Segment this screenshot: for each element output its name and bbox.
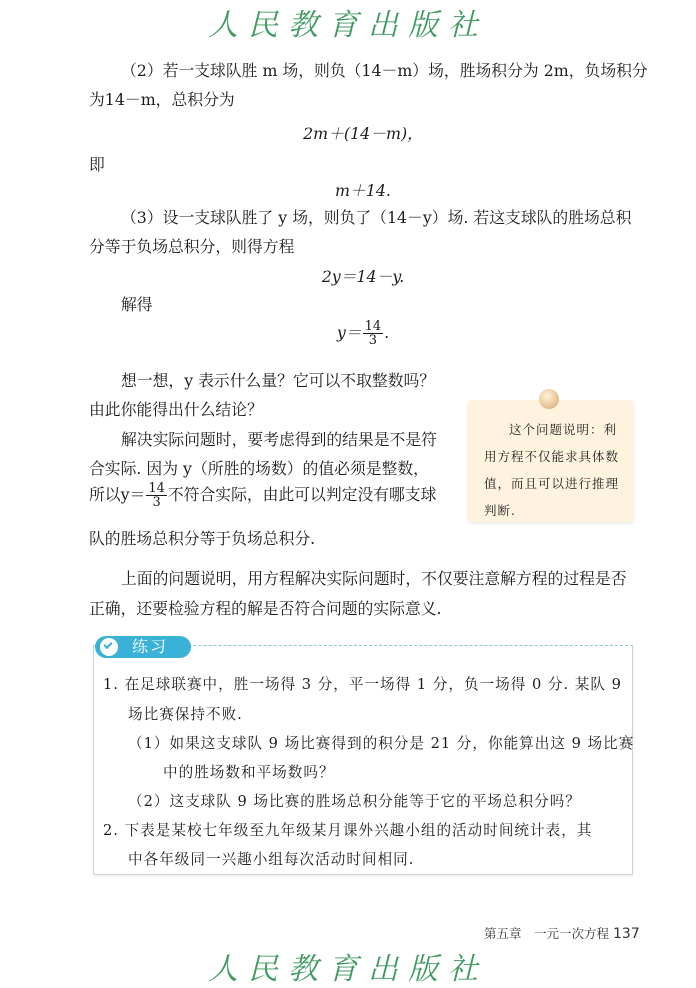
exercise-q2-line1: 2. 下表是某校七年级至九年级某月课外兴趣小组的活动时间统计表，其 xyxy=(103,822,593,839)
think-line1: 想一想，y 表示什么量？它可以不取整数吗？ xyxy=(121,371,436,390)
page-footer xyxy=(484,924,640,942)
text-ji: 即 xyxy=(89,155,105,174)
exercise-q1a-line2: 中的胜场数和平场数吗？ xyxy=(163,764,335,781)
solve-para-line2: 合实际. 因为 y（所胜的场数）的值必须是整数， xyxy=(89,459,429,478)
exercise-q1-line2: 场比赛保持不败. xyxy=(128,706,243,723)
check-icon xyxy=(100,638,118,656)
side-note-text: 这个问题说明：利用方程不仅能求具体数值，而且可以进行推理判断. xyxy=(484,422,620,518)
line-fraction: $\frac{14}{3}$ xyxy=(148,481,165,510)
part3-line1: （3）设一支球队胜了 y 场，则负了（14－y）场. 若这支球队的胜场总积 xyxy=(121,208,632,227)
publisher-logo-header: 人民教育出版社 xyxy=(208,8,488,43)
solve-para-line4: 队的胜场总积分等于负场总积分. xyxy=(89,529,316,548)
exercise-q1b: （2）这支球队 9 场比赛的胜场总积分能等于它的平场总积分吗？ xyxy=(128,793,581,810)
solution-fraction: $\frac{14}{3}$ xyxy=(364,319,382,348)
exercise-title: 练习 xyxy=(132,637,169,656)
publisher-logo-footer: 人民教育出版社 xyxy=(208,952,488,987)
formula-total-points: 2m＋(14－m)， xyxy=(303,124,423,143)
think-line2: 由此你能得出什么结论？ xyxy=(89,400,263,419)
equation: 2y＝14－y. xyxy=(321,267,405,286)
solve-label: 解得 xyxy=(121,295,153,314)
solve-para-line3: 所以y＝ $\frac{14}{3}$ 不符合实际，由此可以判定没有哪支球 xyxy=(89,481,437,510)
exercise-q1a-line1: （1）如果这支球队 9 场比赛得到的积分是 21 分，你能算出这 9 场比赛 xyxy=(128,735,635,752)
exercise-q1-line1: 1. 在足球联赛中，胜一场得 3 分，平一场得 1 分，负一场得 0 分. 某队 9 xyxy=(103,676,622,693)
summary-line2: 正确，还要检验方程的解是否符合问题的实际意义. xyxy=(89,599,442,618)
chapter-label: 第五章 一元一次方程 xyxy=(484,926,610,941)
part3-line2: 分等于负场总积分，则得方程 xyxy=(89,237,295,256)
part2-line1: （2）若一支球队胜 m 场，则负（14－m）场，胜场积分为 2m，负场积分 xyxy=(121,61,648,80)
page-number: 137 xyxy=(613,926,640,942)
summary-line1: 上面的问题说明，用方程解决实际问题时，不仅要注意解方程的过程是否 xyxy=(121,569,627,588)
exercise-q2-line2: 中各年级同一兴趣小组每次活动时间相同. xyxy=(128,851,415,868)
solve-para-line1: 解决实际问题时，要考虑得到的结果是不是符 xyxy=(121,430,437,449)
part2-line2: 为14－m，总积分为 xyxy=(89,90,235,109)
solution: y＝ $\frac{14}{3}$ . xyxy=(336,319,390,348)
pushpin-icon xyxy=(539,389,559,409)
formula-simplified: m＋14. xyxy=(335,181,391,200)
